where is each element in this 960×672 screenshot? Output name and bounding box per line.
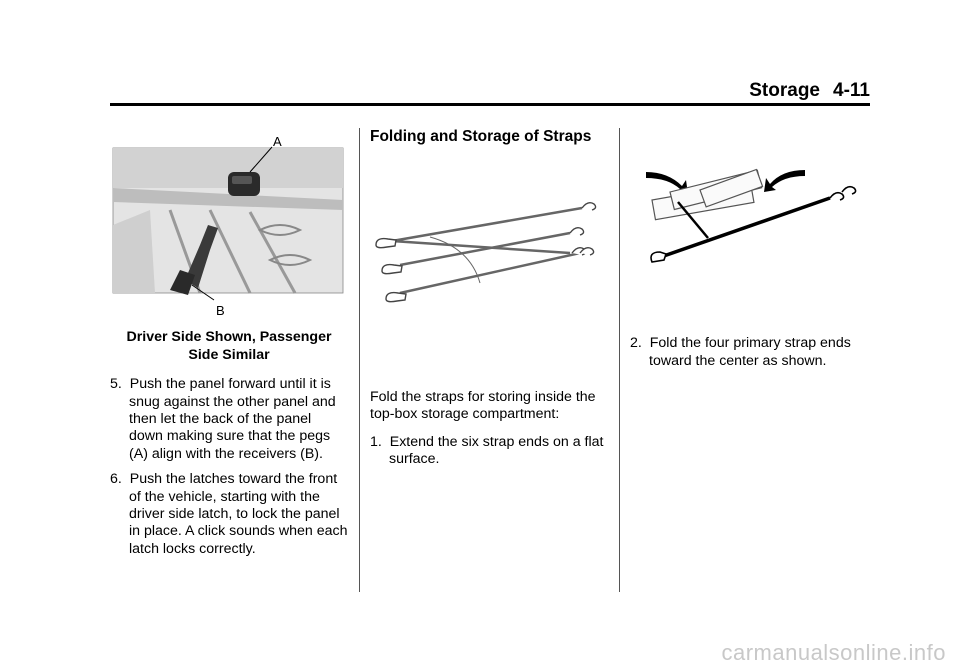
step-2 bbox=[630, 335, 868, 370]
section-heading: Folding and Storage of Straps bbox=[370, 128, 592, 145]
watermark: carmanualsonline.info bbox=[721, 640, 946, 665]
intro-paragraph: Fold the straps for storing inside the top-box storage compartment: bbox=[370, 388, 596, 423]
column-divider-2 bbox=[619, 128, 620, 592]
step-1 bbox=[370, 434, 608, 469]
step-number: 6. bbox=[110, 471, 122, 488]
right-column bbox=[630, 150, 868, 378]
arrow-left-icon bbox=[764, 170, 805, 192]
page-number: 4-11 bbox=[833, 80, 870, 101]
section-title: Storage bbox=[749, 80, 820, 101]
left-steps bbox=[110, 376, 348, 558]
panel-latch-illustration bbox=[110, 130, 348, 320]
straps-folded-illustration bbox=[630, 150, 868, 275]
middle-column bbox=[370, 128, 608, 476]
page-header bbox=[110, 80, 870, 102]
step-number: 5. bbox=[110, 376, 122, 393]
step-6 bbox=[110, 471, 348, 558]
step-number: 2. bbox=[630, 335, 642, 352]
figure-label-b: B bbox=[216, 303, 225, 318]
step-5 bbox=[110, 376, 348, 463]
straps-extended-illustration bbox=[370, 153, 608, 343]
step-number: 1. bbox=[370, 433, 382, 450]
step-text: Push the panel forward until it is snug against the other panel and then let the back of the panel down making sure that the pegs (A) align with the receivers (B). bbox=[129, 376, 336, 462]
header-rule bbox=[110, 103, 870, 106]
column-divider-1 bbox=[359, 128, 360, 592]
figure-label-a: A bbox=[273, 134, 282, 149]
middle-text bbox=[370, 389, 608, 469]
figure-caption bbox=[110, 329, 348, 364]
caption-line-1: Driver Side Shown, Passenger bbox=[126, 329, 332, 346]
step-text: Extend the six strap ends on a flat surface. bbox=[389, 433, 604, 468]
left-column bbox=[110, 130, 348, 566]
step-text: Push the latches toward the front of the vehicle, starting with the driver side latch, to lock the panel in place. A click sounds when each latch locks correctly. bbox=[129, 471, 348, 557]
caption-line-2: Side Similar bbox=[188, 346, 270, 363]
step-text: Fold the four primary strap ends toward the center as shown. bbox=[649, 335, 851, 369]
right-text bbox=[630, 335, 868, 370]
